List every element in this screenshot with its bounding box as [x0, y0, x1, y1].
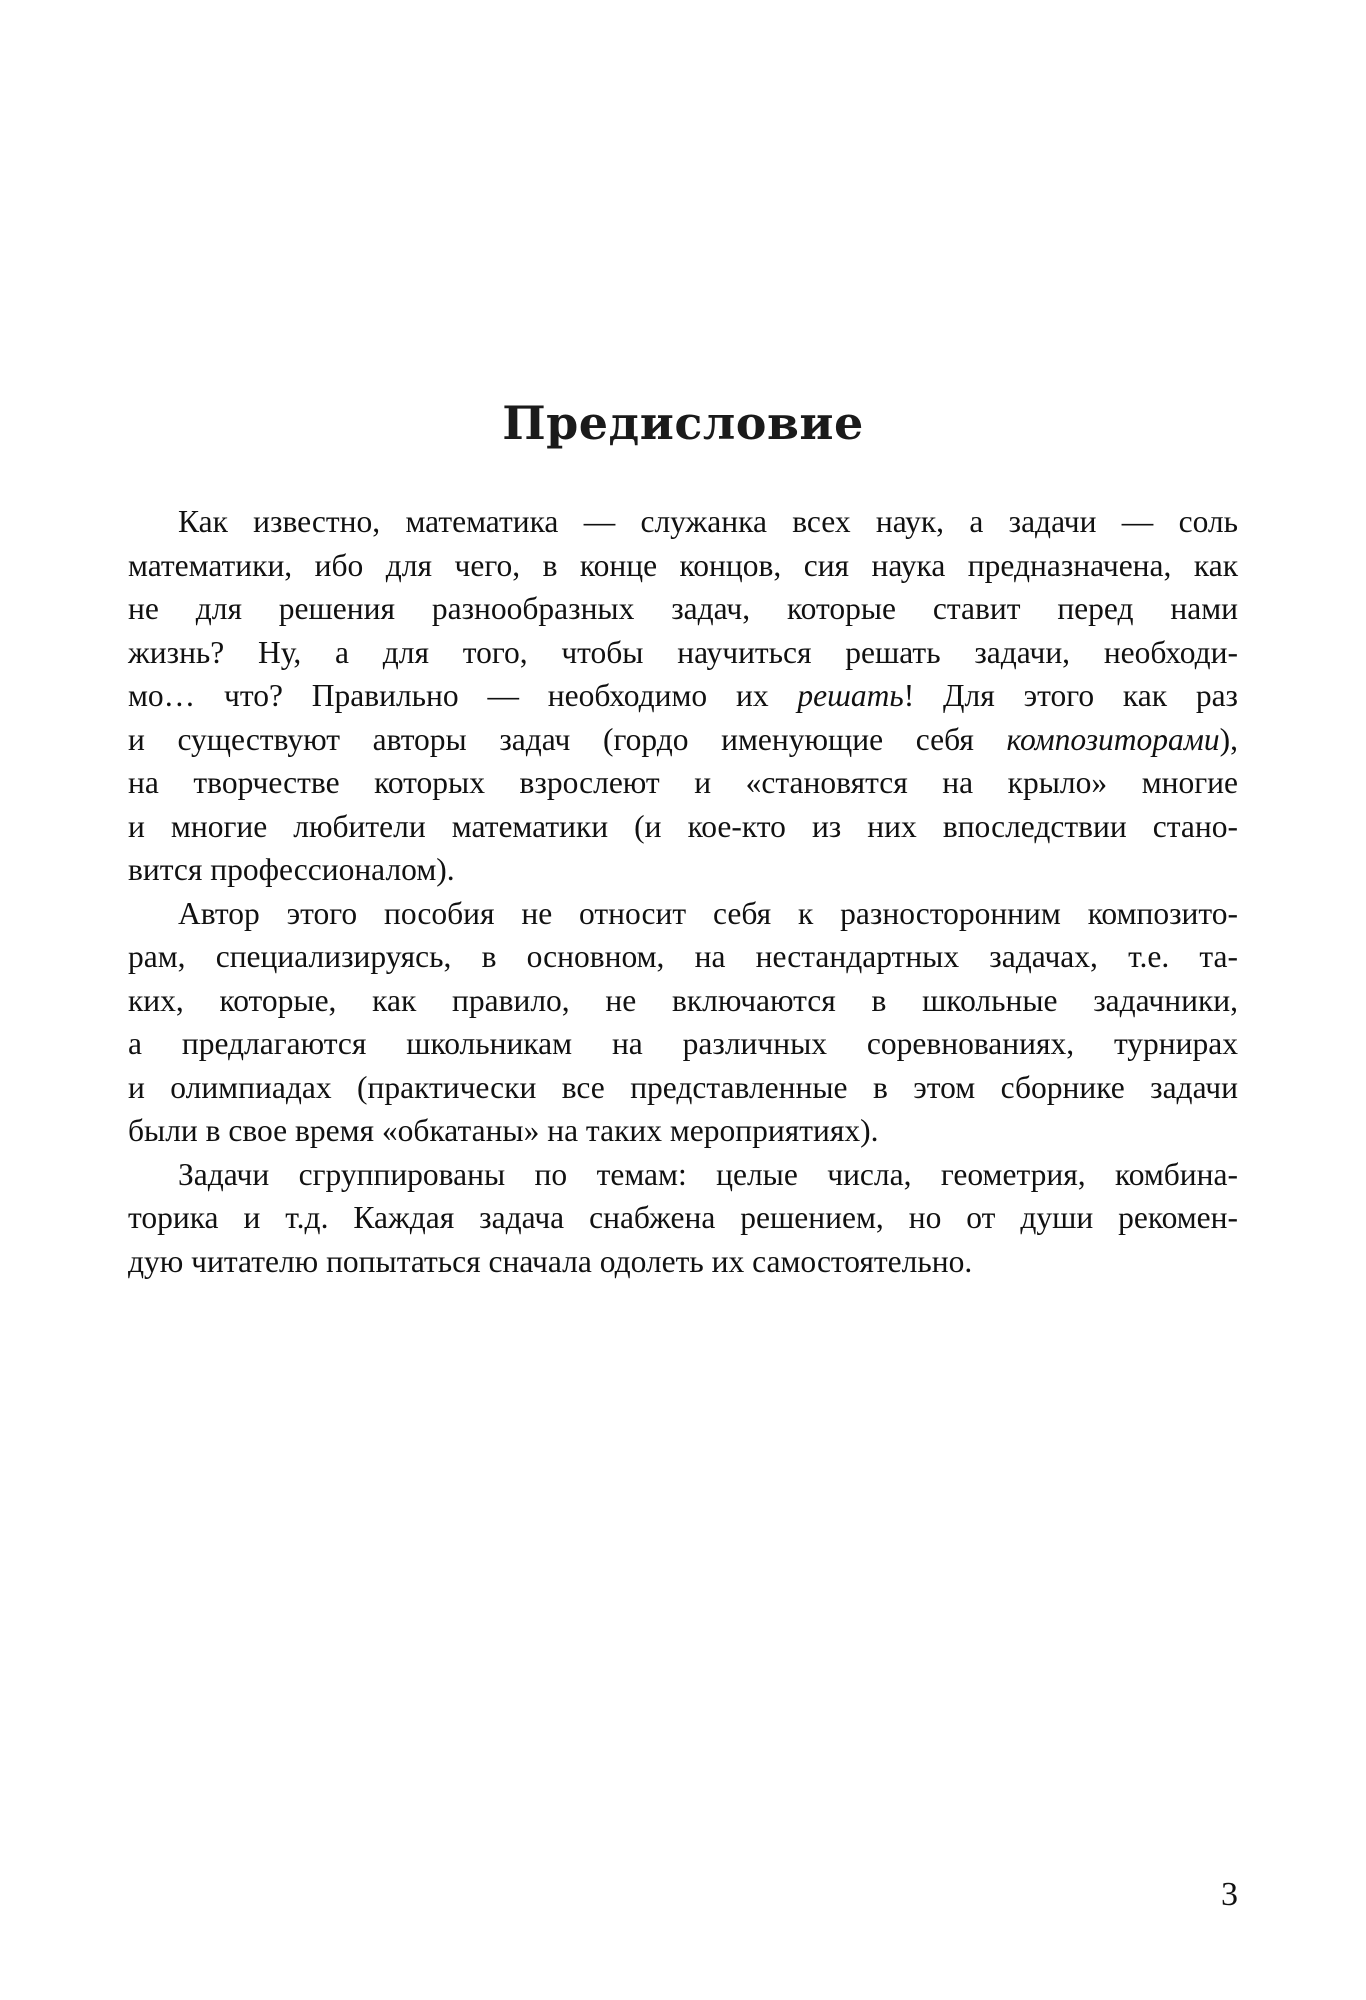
text-fragment: мо… что? Правильно — необходимо их: [128, 678, 798, 713]
text-line: а предлагаются школьникам на различных соревнованиях, турнирах: [128, 1026, 1238, 1061]
emphasized-word: решать: [797, 678, 904, 713]
text-line: [128, 718, 1238, 762]
text-line: дую читателю попытаться сначала одолеть их самостоятельно.: [128, 1243, 973, 1279]
text-line: [128, 674, 1238, 718]
text-fragment: ! Для этого как раз: [903, 678, 1238, 713]
text-line: Задачи сгруппированы по темам: целые числа, геометрия, комбина-: [178, 1156, 1238, 1192]
text-line: математики, ибо для чего, в конце концов, сия наука предназначена, как: [128, 547, 1238, 583]
text-line: Автор этого пособия не относит себя к разносторонним композито-: [178, 895, 1238, 931]
text-line: и олимпиадах (практически все представленные в этом сборнике задачи: [128, 1069, 1238, 1105]
text-line: торика и т.д. Каждая задача снабжена решением, но от души рекомен-: [128, 1200, 1238, 1235]
text-line: вится профессионалом).: [128, 852, 455, 887]
paragraph-3: [128, 1153, 1238, 1284]
emphasized-word: композиторами: [1006, 721, 1220, 757]
text-line: ких, которые, как правило, не включаются в школьные задачники,: [128, 982, 1238, 1018]
text-line: на творчестве которых взрослеют и «становятся на крыло» многие: [128, 765, 1238, 800]
text-line: жизнь? Ну, а для того, чтобы научиться решать задачи, необходи-: [128, 634, 1238, 670]
text-line: рам, специализируясь, в основном, на нестандартных задачах, т.е. та-: [128, 939, 1238, 974]
text-fragment: ),: [1219, 721, 1238, 757]
page-number: 3: [1221, 1876, 1238, 1913]
page-title: Предисловие: [502, 396, 864, 450]
paragraph-1: [128, 500, 1238, 892]
text-line: были в свое время «обкатаны» на таких мероприятиях).: [128, 1113, 879, 1148]
text-line: Как известно, математика — служанка всех наук, а задачи — соль: [178, 504, 1238, 539]
text-line: и многие любители математики (и кое-кто из них впоследствии стано-: [128, 808, 1238, 844]
paragraph-2: [128, 892, 1238, 1153]
preface-body: [128, 500, 1238, 1283]
text-line: не для решения разнообразных задач, которые ставит перед нами: [128, 591, 1238, 626]
text-fragment: и существуют авторы задач (гордо именующие себя: [128, 721, 1007, 757]
